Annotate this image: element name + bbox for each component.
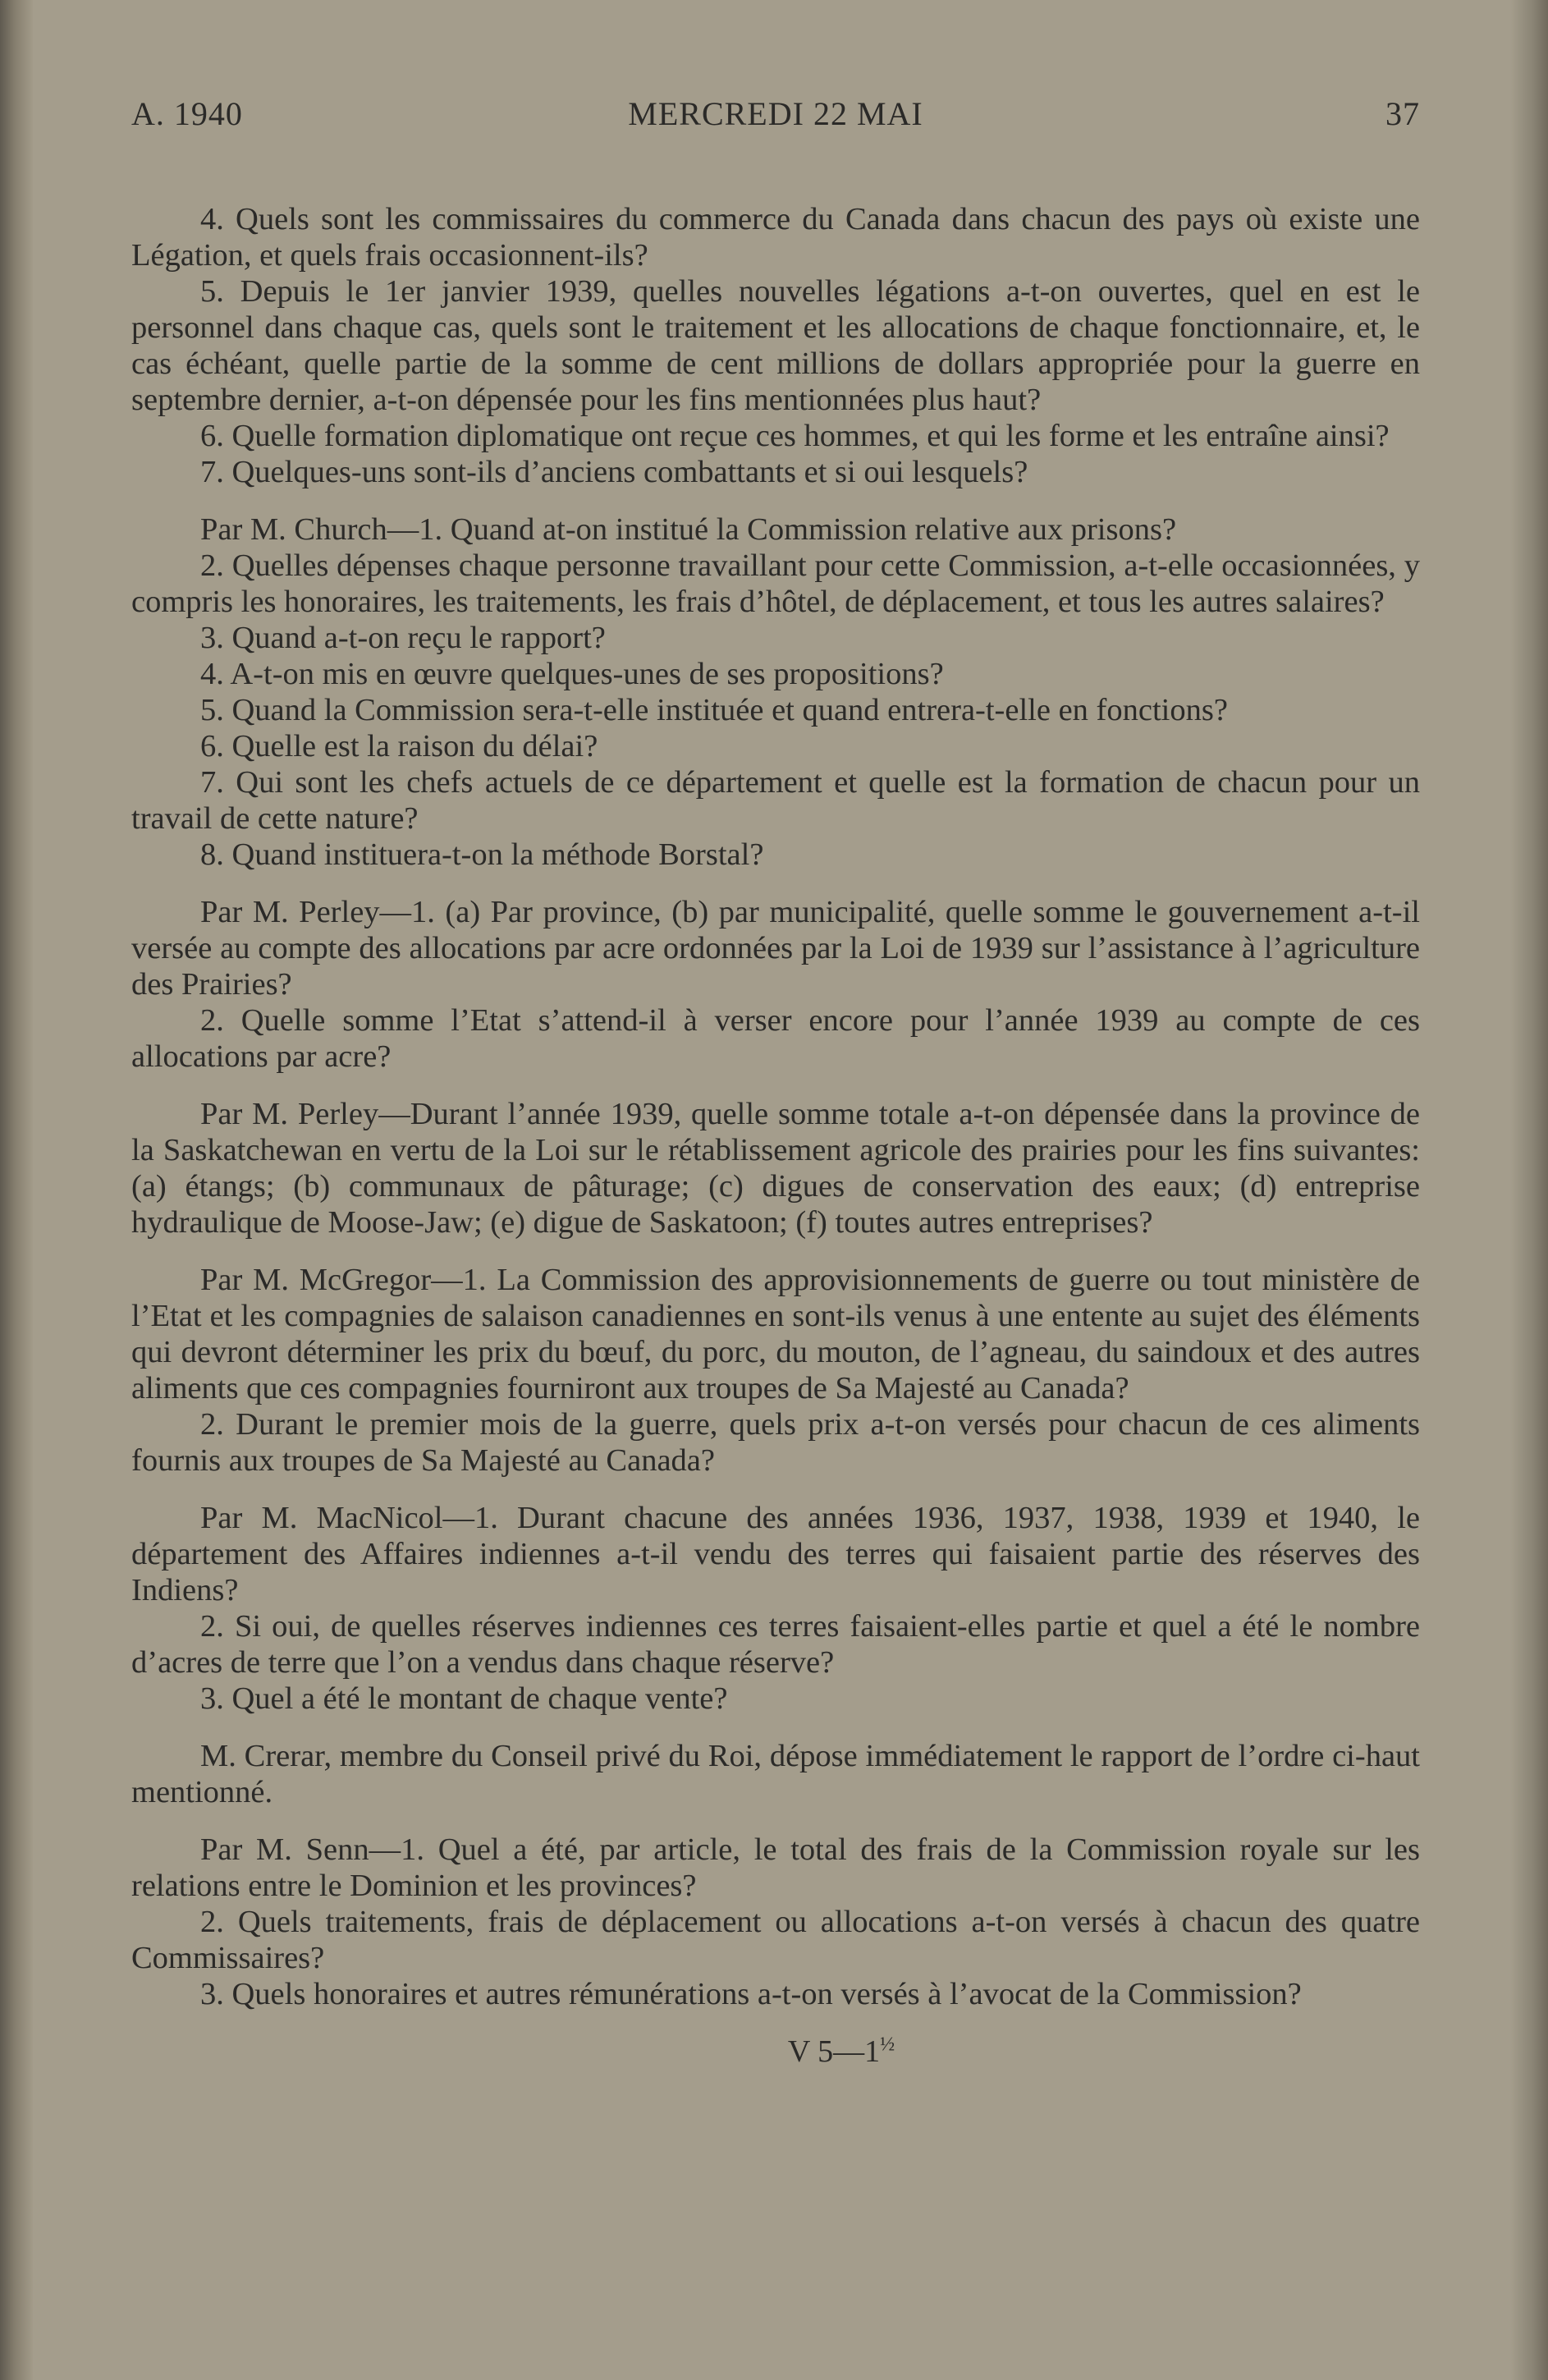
paragraph: 7. Qui sont les chefs actuels de ce département et quelle est la formation de chacun pour un travail de cette nature? [131,765,1420,836]
paragraph: 6. Quelle formation diplomatique ont reçue ces hommes, et qui les forme et les entraîne ainsi? [200,419,1390,453]
paragraph: Par M. MacNicol—1. Durant chacune des années 1936, 1937, 1938, 1939 et 1940, le département des Affaires indiennes a-t-il vendu des terres qui faisaient partie des réserves des Indiens? [131,1501,1420,1607]
paragraph: 2. Si oui, de quelles réserves indiennes ces terres faisaient-elles partie et quel a été le nombre d’acres de terre que l’on a vendus dans chaque réserve? [131,1609,1420,1680]
paragraph: 2. Quels traitements, frais de déplacement ou allocations a-t-on versés à chacun des quatre Commissaires? [131,1905,1420,1975]
question-group [131,1832,1420,2012]
header-year: A. 1940 [131,95,243,132]
page-number: 37 [1385,95,1420,132]
question-group [131,1262,1420,1479]
signature-main: V 5—1 [787,2034,881,2069]
paragraph: 5. Depuis le 1er janvier 1939, quelles nouvelles légations a-t-on ouvertes, quel en est le personnel dans chaque cas, quels sont le traitement et les allocations de chaque fonctionnaire, et, le cas échéant, quelle partie de la somme de cent millions de dollars appropriée pour la guerre en septembre dernier, a-t-on dépensée pour les fins mentionnées plus haut? [131,274,1420,417]
paragraph: Par M. Church—1. Quand at-on institué la Commission relative aux prisons? [200,512,1177,547]
document-body [131,201,1420,2012]
paragraph: 2. Quelles dépenses chaque personne travaillant pour cette Commission, a-t-elle occasionnées, y compris les honoraires, les traitements, les frais d’hôtel, de déplacement, et tous les autres salaires? [131,548,1420,619]
header-date: MERCREDI 22 MAI [628,95,923,132]
printer-signature [131,2034,1420,2070]
paragraph: 3. Quel a été le montant de chaque vente? [200,1681,728,1716]
question-group [131,894,1420,1075]
paragraph: Par M. Perley—Durant l’année 1939, quelle somme totale a-t-on dépensée dans la province de la Saskatchewan en vertu de la Loi sur le rétablissement agricole des prairies pour les fins suivantes: (a) étangs; (b) communaux de pâturage; (c) digues de conservation des eaux; (d) entreprise hydraulique de Moose-Jaw; (e) digue de Saskatoon; (f) toutes autres entreprises? [131,1097,1420,1240]
paragraph: 5. Quand la Commission sera-t-elle instituée et quand entrera-t-elle en fonctions? [200,693,1228,727]
question-group [131,1738,1420,1810]
paragraph: 7. Quelques-uns sont-ils d’anciens combattants et si oui lesquels? [200,455,1028,489]
paragraph: 3. Quand a-t-on reçu le rapport? [200,621,606,655]
paragraph: Par M. Senn—1. Quel a été, par article, le total des frais de la Commission royale sur les relations entre le Dominion et les provinces? [131,1832,1420,1903]
page-binding-shadow [0,0,33,2380]
question-group [131,1096,1420,1240]
running-header [131,94,1420,144]
paragraph: 4. A-t-on mis en œuvre quelques-unes de ses propositions? [200,657,944,691]
paragraph: 2. Quelle somme l’Etat s’attend-il à verser encore pour l’année 1939 au compte de ces allocations par acre? [131,1003,1420,1074]
paragraph: Par M. Perley—1. (a) Par province, (b) par municipalité, quelle somme le gouvernement a-t-il versée au compte des allocations par acre ordonnées par la Loi de 1939 sur l’assistance à l’agriculture des Prairies? [131,895,1420,1002]
page-right-edge-shadow [1510,0,1548,2380]
paragraph: 8. Quand instituera-t-on la méthode Borstal? [200,837,764,872]
paragraph: 2. Durant le premier mois de la guerre, quels prix a-t-on versés pour chacun de ces aliments fournis aux troupes de Sa Majesté au Canada? [131,1407,1420,1478]
paragraph: 4. Quels sont les commissaires du commerce du Canada dans chacun des pays où existe une Légation, et quels frais occasionnent-ils? [131,202,1420,273]
paragraph: Par M. McGregor—1. La Commission des approvisionnements de guerre ou tout ministère de l’Etat et les compagnies de salaison canadiennes en sont-ils venus à une entente au sujet des éléments qui devront déterminer les prix du bœuf, du porc, du mouton, de l’agneau, du saindoux et des autres aliments que ces compagnies fourniront aux troupes de Sa Majesté au Canada? [131,1263,1420,1406]
document-page [131,94,1420,2070]
paragraph: 3. Quels honoraires et autres rémunérations a-t-on versés à l’avocat de la Commission? [200,1977,1302,2011]
paragraph: M. Crerar, membre du Conseil privé du Roi, dépose immédiatement le rapport de l’ordre ci-haut mentionné. [131,1739,1420,1809]
question-group [131,511,1420,873]
question-group [131,201,1420,490]
question-group [131,1500,1420,1717]
paragraph: 6. Quelle est la raison du délai? [200,729,598,764]
signature-fraction: ½ [880,2034,895,2056]
